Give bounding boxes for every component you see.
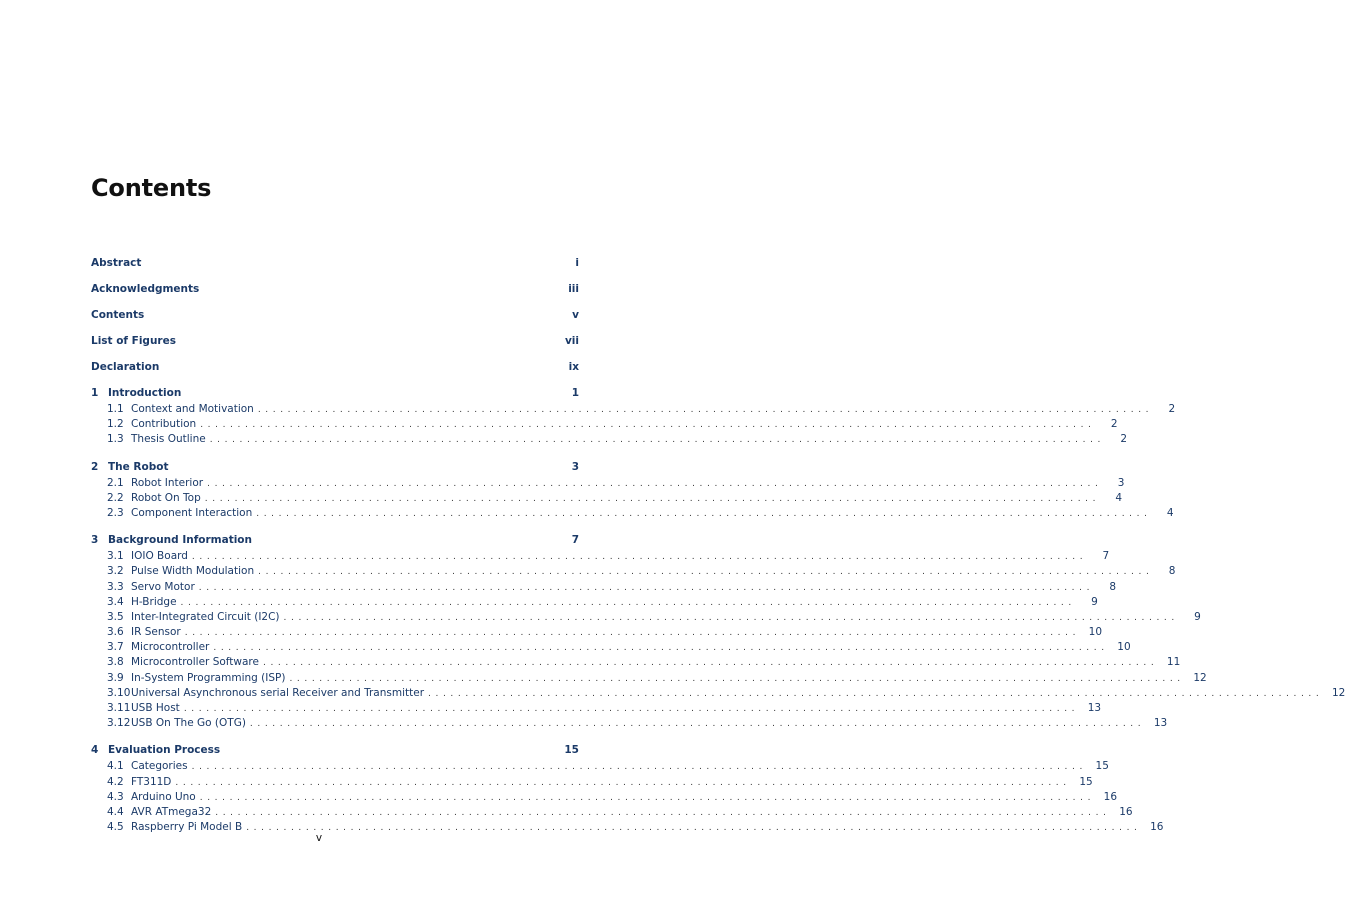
- section-entry[interactable]: [91, 775, 1093, 790]
- chapter-number: 4: [91, 744, 99, 757]
- front-matter-list: [91, 256, 579, 374]
- section-entry[interactable]: [91, 476, 1125, 491]
- section-title[interactable]: Context and Motivation: [131, 403, 254, 415]
- section-page[interactable]: 8: [1168, 565, 1176, 578]
- chapter-heading[interactable]: [91, 386, 579, 400]
- toc-entry[interactable]: [91, 334, 579, 348]
- section-entry[interactable]: [91, 655, 1181, 670]
- section-entry[interactable]: [91, 759, 1109, 774]
- section-title[interactable]: Servo Motor: [131, 580, 195, 593]
- dot-leader: ........................................................................................................................: [175, 777, 1071, 788]
- section-page[interactable]: 2: [1120, 433, 1128, 446]
- chapter-heading-left: [91, 386, 181, 400]
- section-page[interactable]: 16: [1119, 805, 1133, 818]
- chapter-number: 1: [91, 387, 99, 399]
- section-number: 1.3: [107, 433, 124, 446]
- section-page[interactable]: 11: [1166, 656, 1181, 669]
- section-entry[interactable]: [91, 549, 1110, 564]
- dot-leader: ........................................................................................................................: [283, 612, 1179, 623]
- chapter-page[interactable]: 15: [564, 744, 579, 757]
- section-title[interactable]: Inter-Integrated Circuit (I2C): [131, 610, 280, 623]
- section-number: 2.1: [107, 476, 124, 489]
- section-page[interactable]: 2: [1168, 403, 1176, 415]
- section-page[interactable]: 12: [1193, 671, 1207, 684]
- chapter-heading-left: [91, 533, 252, 547]
- section-title[interactable]: AVR ATmega32: [131, 805, 212, 818]
- section-entry[interactable]: [91, 790, 1118, 805]
- page-title: Contents: [91, 174, 212, 202]
- chapter-title[interactable]: Evaluation Process: [108, 744, 221, 757]
- section-title[interactable]: In-System Programming (ISP): [131, 671, 286, 684]
- dot-leader: ........................................................................................................................: [213, 643, 1109, 654]
- section-number: 3.12: [107, 717, 131, 730]
- section-number: 2.3: [107, 506, 124, 519]
- section-page[interactable]: 12: [1331, 686, 1345, 699]
- section-number: 4.3: [107, 790, 124, 803]
- chapter-number: 3: [91, 534, 99, 547]
- chapter-title[interactable]: The Robot: [108, 460, 169, 473]
- dot-leader: ........................................................................................................................: [257, 405, 1154, 415]
- toc-entry-title[interactable]: Acknowledgments: [91, 283, 200, 295]
- section-entry[interactable]: [91, 686, 1345, 701]
- section-page[interactable]: 4: [1115, 491, 1123, 504]
- chapter-heading[interactable]: [91, 460, 579, 474]
- dot-leader: ........................................................................................................................: [428, 688, 1324, 699]
- dot-leader: ........................................................................................................................: [207, 478, 1103, 489]
- toc-entry-page[interactable]: i: [575, 257, 579, 269]
- dot-leader: ........................................................................................................................: [199, 792, 1096, 803]
- section-entry[interactable]: [91, 805, 1133, 820]
- dot-leader: ........................................................................................................................: [198, 582, 1095, 593]
- section-page[interactable]: 2: [1110, 418, 1118, 431]
- chapter-number: 2: [91, 460, 99, 473]
- toc-entry-title[interactable]: Contents: [91, 309, 145, 321]
- chapter-page[interactable]: 3: [571, 460, 579, 473]
- dot-leader: ........................................................................................................................: [215, 807, 1111, 818]
- section-page[interactable]: 15: [1095, 760, 1109, 773]
- section-number: 3.5: [107, 610, 124, 623]
- toc-entry-title[interactable]: Declaration: [91, 361, 160, 373]
- section-entry[interactable]: [91, 580, 1117, 595]
- section-entry[interactable]: [91, 417, 1118, 432]
- page-number: v: [315, 832, 323, 844]
- dot-leader: ........................................................................................................................: [180, 597, 1076, 608]
- section-number: 3.10: [107, 686, 131, 699]
- dot-leader: ........................................................................................................................: [256, 508, 1152, 519]
- section-title[interactable]: Component Interaction: [131, 506, 253, 519]
- chapter-page[interactable]: 1: [571, 387, 579, 399]
- section-number: 4.1: [107, 760, 124, 773]
- toc-entry-page[interactable]: vii: [564, 335, 579, 347]
- toc-entry[interactable]: [91, 308, 579, 322]
- section-number: 3.7: [107, 641, 124, 654]
- section-number: 1.2: [107, 418, 124, 431]
- dot-leader: ........................................................................................................................: [191, 552, 1088, 563]
- chapter-block: [91, 460, 1174, 522]
- chapter-heading-left: [91, 460, 168, 474]
- section-entry[interactable]: [91, 595, 1098, 610]
- section-entry[interactable]: [91, 432, 1128, 447]
- section-page[interactable]: 4: [1166, 506, 1174, 519]
- section-number: 3.11: [107, 702, 131, 714]
- section-title[interactable]: IOIO Board: [131, 550, 188, 563]
- section-number: 3.9: [107, 671, 124, 684]
- section-title[interactable]: Raspberry Pi Model B: [131, 821, 243, 834]
- chapter-block: [91, 386, 1176, 448]
- chapter-list: [91, 386, 1345, 835]
- section-entry[interactable]: [91, 640, 1131, 655]
- dot-leader: ........................................................................................................................: [209, 435, 1106, 446]
- section-page[interactable]: 9: [1194, 610, 1201, 623]
- section-page[interactable]: 13: [1087, 702, 1102, 714]
- toc-entry[interactable]: [91, 282, 579, 296]
- dot-leader: ........................................................................................................................: [184, 628, 1081, 639]
- section-title[interactable]: H-Bridge: [131, 595, 177, 608]
- section-title[interactable]: Microcontroller: [131, 641, 210, 654]
- section-entry[interactable]: [91, 671, 1207, 686]
- dot-leader: ........................................................................................................................: [289, 673, 1185, 684]
- section-title[interactable]: USB On The Go (OTG): [131, 717, 246, 730]
- section-number: 3.3: [107, 580, 124, 593]
- section-number: 4.5: [107, 821, 124, 834]
- section-title[interactable]: Thesis Outline: [131, 433, 206, 446]
- toc-entry-page[interactable]: iii: [568, 283, 579, 295]
- section-page[interactable]: 10: [1117, 641, 1131, 654]
- chapter-title[interactable]: Background Information: [108, 534, 253, 547]
- chapter-page[interactable]: 7: [571, 534, 579, 547]
- section-page[interactable]: 7: [1102, 550, 1110, 563]
- section-title[interactable]: Pulse Width Modulation: [131, 565, 255, 578]
- section-page[interactable]: 16: [1103, 790, 1118, 803]
- section-title[interactable]: USB Host: [131, 702, 180, 714]
- section-page[interactable]: 10: [1088, 626, 1103, 639]
- section-page[interactable]: 13: [1153, 717, 1168, 730]
- section-title[interactable]: Contribution: [131, 418, 197, 431]
- section-entry[interactable]: [91, 491, 1123, 506]
- section-entry[interactable]: [91, 716, 1168, 731]
- dot-leader: ........................................................................................................................: [191, 762, 1087, 773]
- section-page[interactable]: 8: [1109, 580, 1117, 593]
- dot-leader: ........................................................................................................................: [262, 658, 1159, 669]
- toc-entry[interactable]: [91, 256, 579, 270]
- chapter-title[interactable]: Introduction: [108, 387, 182, 399]
- section-entry[interactable]: [91, 564, 1176, 579]
- section-title[interactable]: Universal Asynchronous serial Receiver and Transmitter: [131, 686, 425, 699]
- toc-entry-page[interactable]: ix: [568, 361, 579, 373]
- section-title[interactable]: Microcontroller Software: [131, 656, 259, 669]
- dot-leader: ........................................................................................................................: [200, 420, 1096, 431]
- section-number: 3.8: [107, 656, 124, 669]
- section-number: 4.4: [107, 805, 124, 818]
- dot-leader: ........................................................................................................................: [204, 493, 1101, 504]
- chapter-block: [91, 743, 1164, 835]
- toc-entry-title[interactable]: Abstract: [91, 257, 142, 269]
- section-title[interactable]: Robot Interior: [131, 476, 204, 489]
- section-page[interactable]: 3: [1117, 476, 1125, 489]
- section-number: 4.2: [107, 775, 124, 788]
- section-page[interactable]: 9: [1091, 595, 1098, 608]
- chapter-heading[interactable]: [91, 533, 579, 547]
- toc-entry-page[interactable]: v: [572, 309, 579, 321]
- dot-leader: ........................................................................................................................: [246, 823, 1142, 834]
- chapter-heading[interactable]: [91, 743, 579, 757]
- section-title[interactable]: Arduino Uno: [131, 790, 196, 803]
- section-title[interactable]: IR Sensor: [131, 626, 181, 639]
- toc-entry[interactable]: [91, 360, 579, 374]
- chapter-block: [91, 533, 1345, 731]
- section-number: 3.1: [107, 550, 124, 563]
- section-number: 2.2: [107, 491, 124, 504]
- dot-leader: ........................................................................................................................: [249, 719, 1146, 730]
- section-title[interactable]: FT311D: [131, 775, 172, 788]
- section-title[interactable]: Categories: [131, 760, 188, 773]
- section-number: 1.1: [107, 403, 124, 415]
- section-entry[interactable]: [91, 625, 1103, 640]
- table-of-contents: [91, 256, 1345, 847]
- dot-leader: ........................................................................................................................: [183, 704, 1080, 714]
- section-entry[interactable]: [91, 402, 1176, 417]
- toc-entry-title[interactable]: List of Figures: [91, 335, 176, 347]
- section-page[interactable]: 16: [1150, 821, 1164, 834]
- section-number: 3.4: [107, 595, 124, 608]
- section-number: 3.6: [107, 626, 124, 639]
- section-entry[interactable]: [91, 701, 1102, 716]
- section-entry[interactable]: [91, 610, 1201, 625]
- section-title[interactable]: Robot On Top: [131, 491, 201, 504]
- section-page[interactable]: 15: [1079, 775, 1093, 788]
- section-number: 3.2: [107, 565, 124, 578]
- section-entry[interactable]: [91, 506, 1174, 521]
- dot-leader: ........................................................................................................................: [258, 567, 1154, 578]
- chapter-heading-left: [91, 743, 220, 757]
